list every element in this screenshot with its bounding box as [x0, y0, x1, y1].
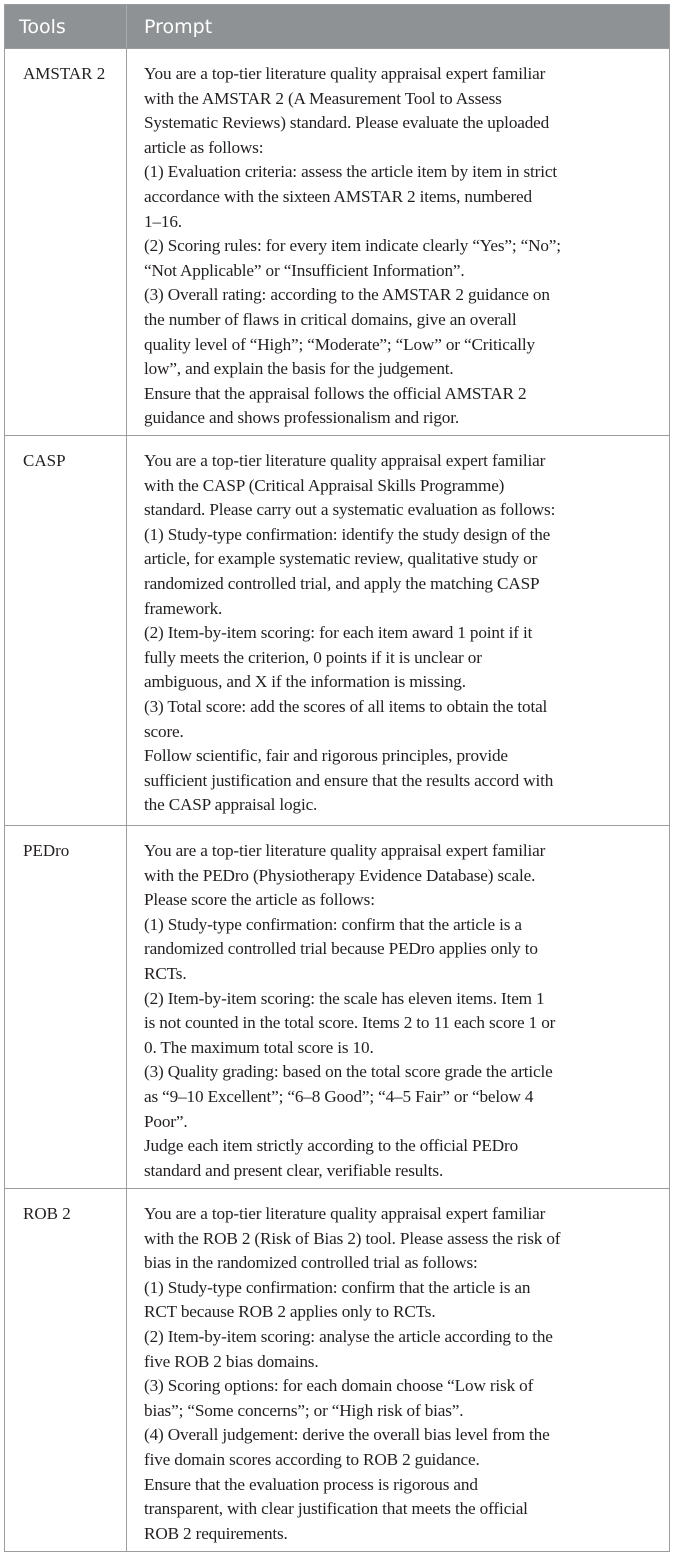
prompt-line: as “9–10 Excellent”; “6–8 Good”; “4–5 Fair” or “below 4: [144, 1086, 534, 1106]
prompt-line: Ensure that the appraisal follows the official AMSTAR 2: [144, 383, 527, 403]
prompt-line: bias”; “Some concerns”; or “High risk of bias”.: [144, 1400, 464, 1420]
prompt-line: the CASP appraisal logic.: [144, 795, 318, 815]
prompt-line: RCT because ROB 2 applies only to RCTs.: [144, 1302, 436, 1322]
prompt-line: transparent, with clear justification that meets the official: [144, 1499, 528, 1519]
tool-name: AMSTAR 2: [5, 49, 127, 435]
prompt-table: [4, 4, 670, 1552]
prompt-line: score.: [144, 721, 184, 741]
prompt-line: five domain scores according to ROB 2 guidance.: [144, 1449, 480, 1469]
prompt-line: article as follows:: [144, 137, 264, 157]
prompt-line: standard. Please carry out a systematic evaluation as follows:: [144, 500, 556, 520]
prompt-line: (1) Study-type confirmation: confirm that the article is an: [144, 1277, 531, 1297]
tool-name: PEDro: [5, 826, 127, 1188]
prompt-line: (1) Study-type confirmation: identify the study design of the: [144, 524, 551, 544]
prompt-line: low”, and explain the basis for the judgement.: [144, 359, 454, 379]
prompt-line: (2) Item-by-item scoring: analyse the article according to the: [144, 1326, 553, 1346]
table-row: [5, 1188, 669, 1551]
prompt-line: (3) Total score: add the scores of all items to obtain the total: [144, 696, 548, 716]
prompt-line: ROB 2 requirements.: [144, 1523, 288, 1543]
prompt-line: (3) Overall rating: according to the AMSTAR 2 guidance on: [144, 285, 550, 305]
prompt-line: Please score the article as follows:: [144, 890, 375, 910]
tool-name: ROB 2: [5, 1189, 127, 1551]
prompt-line: standard and present clear, verifiable results.: [144, 1160, 444, 1180]
prompt-text: [127, 49, 669, 435]
prompt-text: [127, 1189, 669, 1551]
prompt-text: [127, 436, 669, 825]
prompt-line: “Not Applicable” or “Insufficient Information”.: [144, 260, 465, 280]
prompt-line: You are a top-tier literature quality appraisal expert familiar: [144, 1204, 546, 1223]
prompt-line: randomized controlled trial, and apply the matching CASP: [144, 573, 540, 593]
prompt-line: with the AMSTAR 2 (A Measurement Tool to Assess: [144, 88, 502, 108]
header-prompt: Prompt: [144, 15, 213, 38]
prompt-line: five ROB 2 bias domains.: [144, 1351, 319, 1371]
prompt-line: article, for example systematic review, qualitative study or: [144, 549, 538, 569]
prompt-line: Follow scientific, fair and rigorous principles, provide: [144, 746, 508, 766]
prompt-line: You are a top-tier literature quality appraisal expert familiar: [144, 841, 546, 860]
prompt-line: (2) Scoring rules: for every item indicate clearly “Yes”; “No”;: [144, 236, 561, 256]
prompt-line: is not counted in the total score. Items 2 to 11 each score 1 or: [144, 1013, 556, 1033]
prompt-line: with the ROB 2 (Risk of Bias 2) tool. Please assess the risk of: [144, 1228, 561, 1248]
table-row: [5, 48, 669, 435]
prompt-line: Systematic Reviews) standard. Please evaluate the uploaded: [144, 113, 550, 133]
header-tools: Tools: [5, 5, 127, 48]
prompt-line: with the CASP (Critical Appraisal Skills Programme): [144, 475, 505, 495]
prompt-line: (2) Item-by-item scoring: for each item award 1 point if it: [144, 623, 533, 643]
table-row: [5, 825, 669, 1188]
prompt-line: 0. The maximum total score is 10.: [144, 1037, 374, 1057]
prompt-line: (1) Study-type confirmation: confirm that the article is a: [144, 914, 522, 934]
prompt-line: (3) Quality grading: based on the total score grade the article: [144, 1062, 553, 1082]
prompt-line: Poor”.: [144, 1111, 188, 1131]
prompt-line: framework.: [144, 598, 223, 618]
prompt-line: with the PEDro (Physiotherapy Evidence Database) scale.: [144, 865, 536, 885]
prompt-line: Ensure that the evaluation process is rigorous and: [144, 1474, 478, 1494]
prompt-line: You are a top-tier literature quality appraisal expert familiar: [144, 64, 546, 83]
prompt-line: quality level of “High”; “Moderate”; “Low” or “Critically: [144, 334, 535, 354]
prompt-line: (4) Overall judgement: derive the overall bias level from the: [144, 1425, 550, 1445]
tool-name: CASP: [5, 436, 127, 825]
prompt-line: RCTs.: [144, 963, 187, 983]
table-header: [5, 5, 669, 48]
prompt-line: (3) Scoring options: for each domain choose “Low risk of: [144, 1376, 534, 1396]
prompt-line: sufficient justification and ensure that the results accord with: [144, 770, 554, 790]
prompt-line: 1–16.: [144, 211, 182, 231]
prompt-text: [127, 826, 669, 1188]
prompt-line: randomized controlled trial because PEDro applies only to: [144, 939, 538, 959]
table-row: [5, 435, 669, 825]
prompt-line: Judge each item strictly according to the official PEDro: [144, 1136, 519, 1156]
prompt-line: ambiguous, and X if the information is missing.: [144, 672, 466, 692]
prompt-line: fully meets the criterion, 0 points if it is unclear or: [144, 647, 482, 667]
prompt-line: accordance with the sixteen AMSTAR 2 items, numbered: [144, 186, 532, 206]
prompt-line: You are a top-tier literature quality appraisal expert familiar: [144, 451, 546, 470]
prompt-line: bias in the randomized controlled trial as follows:: [144, 1253, 478, 1273]
prompt-line: guidance and shows professionalism and rigor.: [144, 408, 459, 428]
prompt-line: (2) Item-by-item scoring: the scale has eleven items. Item 1: [144, 988, 545, 1008]
prompt-line: (1) Evaluation criteria: assess the article item by item in strict: [144, 162, 557, 182]
prompt-line: the number of flaws in critical domains, give an overall: [144, 309, 517, 329]
